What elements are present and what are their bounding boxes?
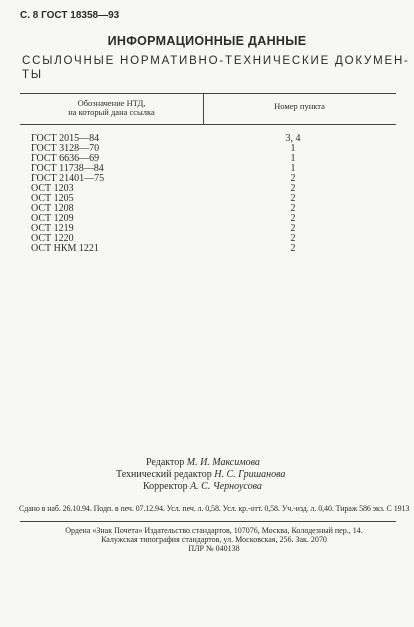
row-document: ОСТ 1208 (31, 203, 74, 214)
row-item: 2 (290, 223, 296, 234)
row-item: 2 (290, 233, 296, 244)
row-item: 2 (290, 183, 296, 194)
tech-editor-name: Н. С. Гришанова (214, 469, 286, 480)
table-top-rule (20, 93, 396, 94)
corrector-name: А. С. Черноусова (190, 481, 262, 492)
imprint-rule (20, 521, 396, 522)
row-document: ГОСТ 2015—84 (31, 133, 100, 144)
row-document: ОСТ 1209 (31, 213, 74, 224)
imprint-line-1: Ордена «Знак Почета» Издательство стандартов, 107076, Москва, Колодезный пер., 14. (65, 526, 363, 535)
corrector-role: Корректор (143, 481, 188, 492)
tech-editor-role: Технический редактор (116, 469, 212, 480)
subtitle-line-2: ТЫ (22, 69, 43, 81)
editor-role: Редактор (146, 457, 185, 468)
row-item: 3, 4 (285, 133, 301, 144)
row-document: ГОСТ 6636—69 (31, 153, 100, 164)
section-subtitle (22, 55, 410, 81)
publication-data: Сдано в наб. 26.10.94. Подп. в печ. 07.12.94. Усл. печ. л. 0,58. Усл. кр.-отт. 0,58. Уч.-изд. л. 0,40. Тираж 586 экз. С 1913 (19, 504, 410, 513)
table-header-rule (20, 124, 396, 125)
column-header-item: Номер пункта (274, 101, 325, 111)
table-row (0, 244, 414, 254)
row-item: 1 (290, 153, 296, 164)
column-header-document (20, 99, 203, 117)
row-document: ГОСТ 21401—75 (31, 173, 105, 184)
row-item: 1 (290, 143, 296, 154)
row-document: ОСТ 1203 (31, 183, 74, 194)
row-item: 2 (290, 203, 296, 214)
row-document: ГОСТ 11738—84 (31, 163, 104, 174)
row-document: ОСТ 1205 (31, 193, 74, 204)
column-header-document-line-1: Обозначение НТД, (77, 98, 146, 108)
row-item: 2 (290, 213, 296, 224)
imprint-line-2: Калужская типография стандартов, ул. Московская, 256. Зак. 2070 (101, 535, 327, 544)
row-item: 2 (290, 193, 296, 204)
section-title: ИНФОРМАЦИОННЫЕ ДАННЫЕ (107, 34, 307, 48)
subtitle-line-1: ССЫЛОЧНЫЕ НОРМАТИВНО-ТЕХНИЧЕСКИЕ ДОКУМЕН- (22, 55, 410, 67)
table-body (0, 134, 414, 254)
row-document: ОСТ 1220 (31, 233, 74, 244)
row-document: ОСТ 1219 (31, 223, 74, 234)
row-document: ОСТ НКМ 1221 (31, 243, 99, 254)
imprint (19, 526, 409, 553)
page-header: С. 8 ГОСТ 18358—93 (20, 10, 120, 21)
imprint-line-3: ПЛР № 040138 (188, 544, 240, 553)
row-document: ГОСТ 3128—70 (31, 143, 100, 154)
column-header-document-line-2: на который дана ссылка (68, 107, 155, 117)
row-item: 1 (290, 163, 296, 174)
editor-name: М. И. Максимова (186, 457, 260, 468)
row-item: 2 (290, 173, 296, 184)
row-item: 2 (290, 243, 296, 254)
credit-corrector (143, 480, 262, 494)
